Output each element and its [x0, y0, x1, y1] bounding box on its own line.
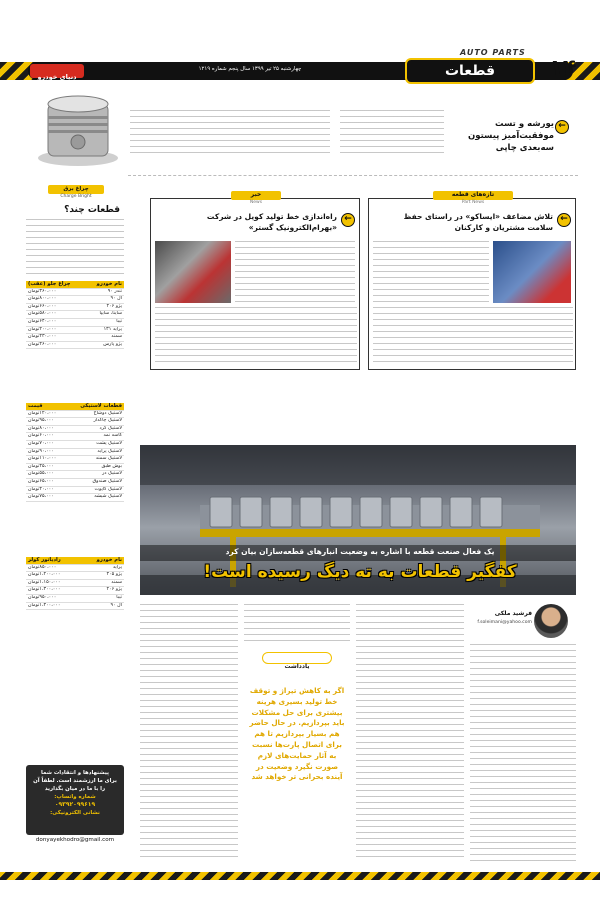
table-row: پژو ۲۰۶ ۶۶۰،۰۰۰تومان — [26, 303, 124, 311]
table-row: لاستیک صندوق ۶۵،۰۰۰تومان — [26, 478, 124, 486]
pullquote-text: اگر به کاهش تیراژ و توقف خط تولید بسیری هرینه بیشتری برای حل مشکلات باید بپردازیم. در حال حاضر هم بسیار بپردازیم تا هم برای اتصال پارت‌ها نسبت به آثار حمایت‌های لازم صورت نگیرد وضعیت در آینده بحرانی تر خواهد شد — [249, 686, 345, 782]
contact-line-2: برای ما ارزشمند است. لطفاً آن — [33, 778, 117, 784]
news-left-arrow-icon: ← — [341, 213, 355, 227]
table-row: ال ۹۰ ۸۰۰،۰۰۰تومان — [26, 296, 124, 304]
author-email: f.soleimani@yahoo.com — [477, 620, 532, 625]
top-story-text-left — [130, 110, 330, 158]
news-left-tag-en: News — [249, 200, 263, 205]
email-label: نشانی الکترونیکی: — [50, 810, 100, 816]
price-table-headlights — [26, 281, 124, 349]
main-kicker: یک فعال صنعت قطعه با اشاره به وضعیت انبارهای قطعه‌سازان بیان کرد — [225, 547, 495, 556]
table-row: کاسه نمد ۶۰،۰۰۰تومان — [26, 433, 124, 441]
table-row: لاستیک پشت ۷۰،۰۰۰تومان — [26, 440, 124, 448]
news-left-title: راه‌اندازی خط تولید کویل در شرکت «بهرام‌الکترونیک گستر» — [206, 212, 337, 232]
table-row: پراید ۸۵۰،۰۰۰تومان — [26, 564, 124, 572]
main-col-3 — [244, 604, 350, 646]
news-right-tag-en: Part News — [461, 200, 485, 205]
brand-logo: دنیای خودرو — [30, 64, 84, 78]
contact-email[interactable]: donyayekhodro@gmail.com — [35, 837, 115, 843]
whatsapp-label: شماره واتساپ: — [54, 794, 96, 800]
section-title-en: AUTO PARTS — [460, 48, 526, 57]
table-header: قیمت — [26, 403, 67, 410]
pullquote-box — [244, 650, 350, 862]
news-right-arrow-icon: ← — [557, 213, 571, 227]
main-col-1 — [470, 644, 576, 862]
author-name: فرشید ملکی — [494, 610, 532, 617]
news-right-tag: تازه‌های قطعه — [433, 191, 513, 200]
table-row: ساینا، سایپا ۵۸۰،۰۰۰تومان — [26, 311, 124, 319]
table-row: لاستیک شیشه ۷۵،۰۰۰تومان — [26, 494, 124, 502]
sidebar-intro-text — [26, 219, 124, 277]
author-avatar — [534, 604, 568, 638]
table-row: پژو ۴۰۵ ۱،۲۰۰،۰۰۰تومان — [26, 572, 124, 580]
divider-top — [128, 175, 578, 176]
main-col-4 — [140, 604, 238, 862]
table-row: سمند ۱،۱۵۰،۰۰۰تومان — [26, 579, 124, 587]
date-line: چهارشنبه ۲۵ تیر ۱۳۹۹ سال پنجم شماره ۱۲۱۹ — [198, 66, 302, 72]
table-row: پراید ۱۳۱ ۲۰۰،۰۰۰تومان — [26, 326, 124, 334]
table-row: تندر ۹۰ ۳۶۰،۰۰۰تومان — [26, 288, 124, 296]
news-box-right — [368, 191, 576, 370]
piston-image — [30, 88, 126, 168]
table-row: ال ۹۰ ۱،۴۰۰،۰۰۰تومان — [26, 602, 124, 610]
whatsapp-number: ۰۹۳۹۲۰۹۹۶۱۹ — [54, 801, 96, 808]
table-row: لاستیک گرد ۸۰،۰۰۰تومان — [26, 425, 124, 433]
table-header: رادیاتور کولر — [26, 557, 80, 564]
table-header: نام خودرو — [80, 557, 124, 564]
contact-box — [26, 765, 124, 835]
main-col-2 — [356, 604, 464, 862]
page-number: ۱۴ — [549, 56, 577, 81]
main-headline: کفگیر قطعات به ته دیگ رسیده است! — [203, 562, 517, 582]
sidebar-tag-en: Charge Bright — [60, 194, 92, 199]
news-right-text-a — [373, 241, 489, 303]
table-row: لاستیک چاکدار ۹۵،۰۰۰تومان — [26, 418, 124, 426]
top-story-title: یورشه و تست موفقیت‌آمیز پیستون سه‌بعدی چاپی — [467, 119, 554, 153]
table-header: چراغ جلو (عقب) — [26, 281, 86, 288]
news-right-photo — [493, 241, 571, 303]
news-left-text-b — [155, 307, 357, 365]
sidebar-title: قطعات چند؟ — [64, 205, 120, 215]
table-row: سمند ۴۳۰،۰۰۰تومان — [26, 334, 124, 342]
table-row: تیبا ۶۴۰،۰۰۰تومان — [26, 318, 124, 326]
footer-hazard-stripe — [0, 872, 600, 880]
news-right-text-b — [373, 307, 573, 365]
table-header: نام خودرو — [86, 281, 124, 288]
table-row: لاستیک دوشاخ ۱۲۰،۰۰۰تومان — [26, 410, 124, 418]
news-left-photo — [155, 241, 231, 303]
news-left-text-a — [235, 241, 355, 303]
top-story-text-right — [340, 110, 444, 158]
table-row: پژو ۲۰۶ ۱،۳۰۰،۰۰۰تومان — [26, 587, 124, 595]
sidebar — [26, 185, 124, 860]
table-row: لاستیک کاپوت ۴۰،۰۰۰تومان — [26, 486, 124, 494]
section-title-box — [405, 58, 535, 84]
table-row: لاستیک در ۵۵،۰۰۰تومان — [26, 471, 124, 479]
table-row: بوش طبق ۴۵،۰۰۰تومان — [26, 463, 124, 471]
pullquote-label: یادداشت — [262, 652, 332, 664]
top-story-arrow-icon: ← — [555, 120, 569, 134]
contact-line-1: پیشنهادها و انتقادات شما — [41, 770, 109, 776]
contact-line-3: را با ما در میان بگذارید — [44, 786, 106, 792]
table-row: لاستیک پراید ۹۰،۰۰۰تومان — [26, 448, 124, 456]
table-row: تیبا ۹۵۰،۰۰۰تومان — [26, 594, 124, 602]
table-row: لاستیک سمند ۱۱۰،۰۰۰تومان — [26, 456, 124, 464]
news-right-title: تلاش مضاعف «ایساکو» در راستای حفظ سلامت مشتریان و کارکنان — [403, 212, 553, 232]
section-title: قطعات — [444, 63, 496, 79]
price-table-radiator — [26, 557, 124, 610]
table-header: قطعات لاستیکی — [67, 403, 124, 410]
news-left-tag: خبر — [231, 191, 281, 200]
sidebar-tag: چراغ برق — [48, 185, 104, 194]
price-table-rubber — [26, 403, 124, 502]
table-row: پژو پارس ۴۶۰،۰۰۰تومان — [26, 341, 124, 349]
news-box-left — [150, 191, 360, 370]
